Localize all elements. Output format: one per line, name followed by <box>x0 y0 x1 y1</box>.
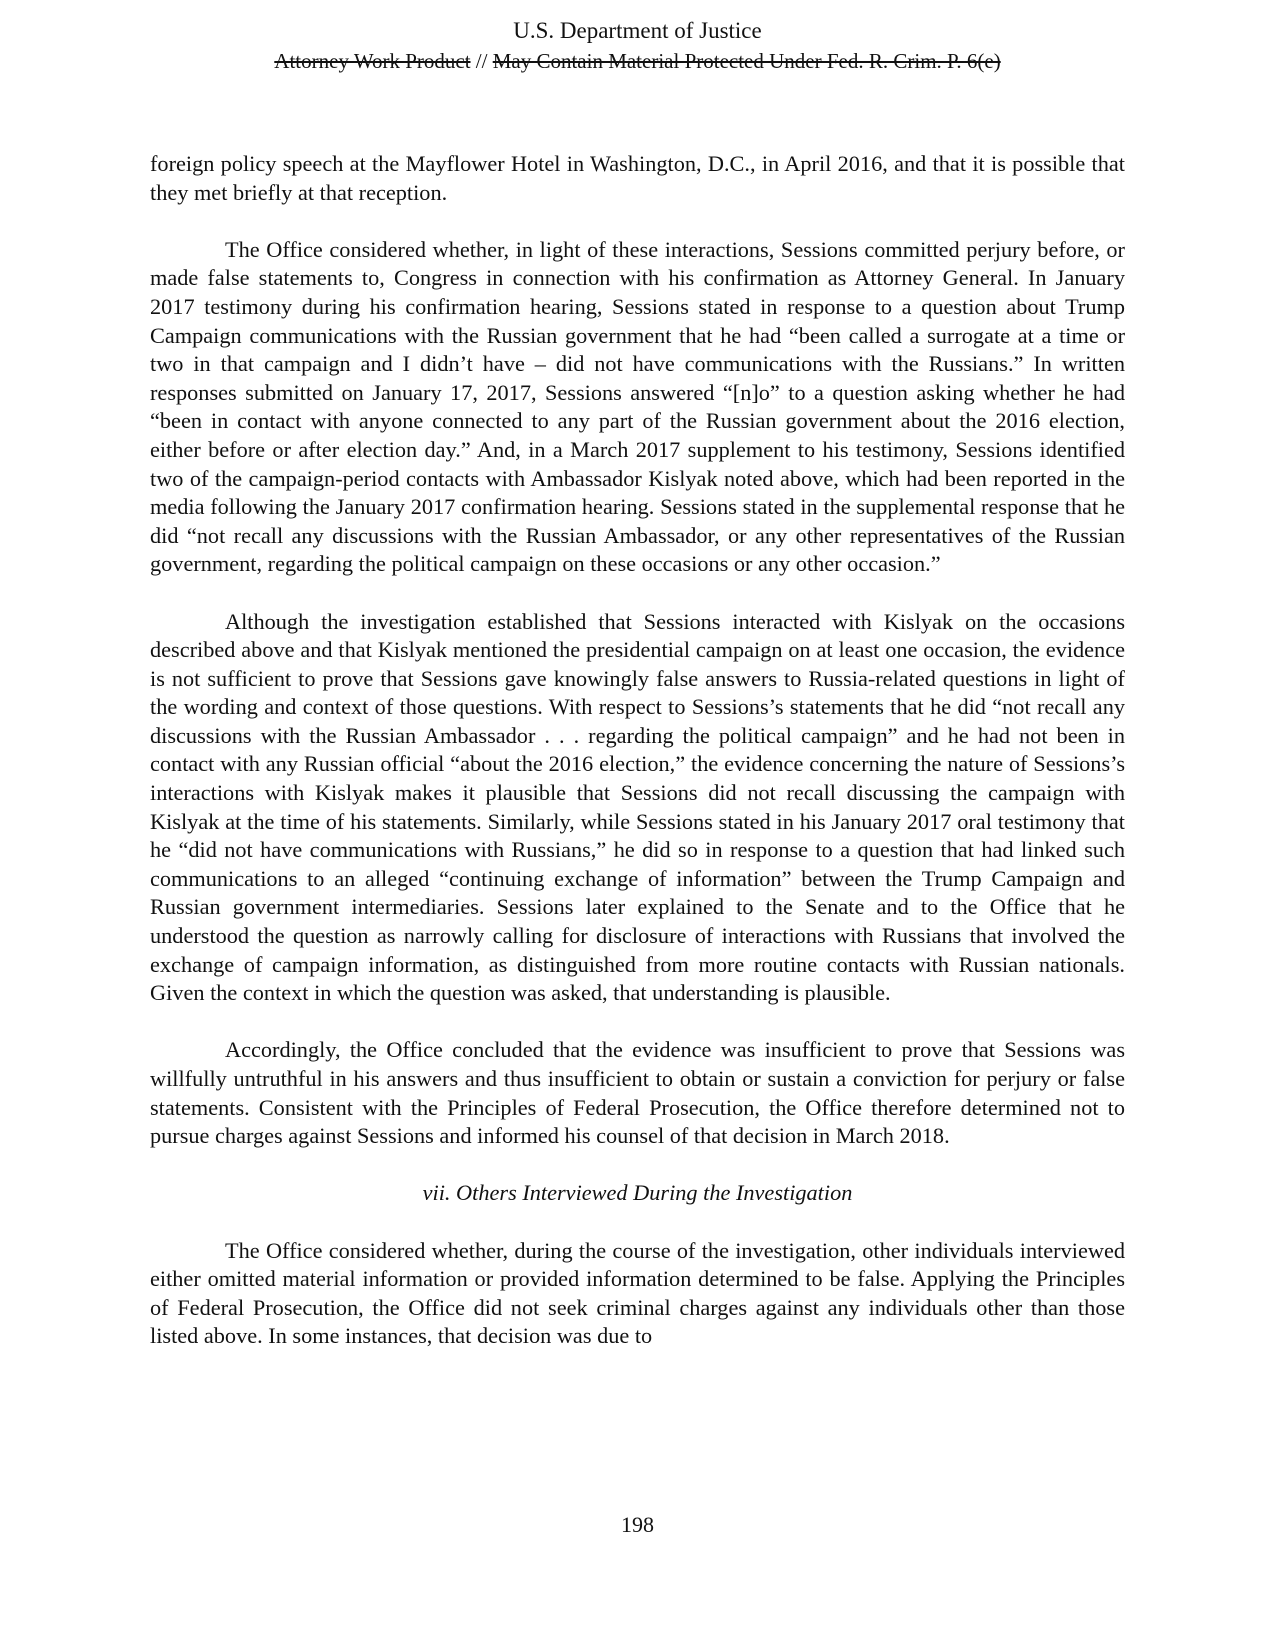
section-subheading: vii. Others Interviewed During the Investigation <box>422 1180 853 1206</box>
marking-separator: // <box>470 49 493 73</box>
page-header <box>0 16 1275 76</box>
marking-grand-jury: May Contain Material Protected Under Fed. R. Crim. P. 6(e) <box>492 49 1001 73</box>
paragraph-continued: foreign policy speech at the Mayflower Hotel in Washington, D.C., in April 2016, and that it is possible that they met briefly at that reception. <box>150 151 1125 205</box>
document-body <box>150 150 1125 1380</box>
classification-marking <box>0 46 1275 76</box>
paragraph-perjury-consideration: The Office considered whether, in light of these interactions, Sessions committed perjury before, or made false statements to, Congress in connection with his confirmation as Attorney General. In January 2017 testimony during his confirmation hearing, Sessions stated in response to a question about Trump Campaign communications with the Russian government that he had “been called a surrogate at a time or two in that campaign and I didn’t have – did not have communications with the Russians.” In written responses submitted on January 17, 2017, Sessions answered “[n]o” to a question asking whether he had “been in contact with anyone connected to any part of the Russian government about the 2016 election, either before or after election day.” And, in a March 2017 supplement to his testimony, Sessions identified two of the campaign-period contacts with Ambassador Kislyak noted above, which had been reported in the media following the January 2017 confirmation hearing. Sessions stated in the supplemental response that he did “not recall any discussions with the Russian Ambassador, or any other representatives of the Russian government, regarding the political campaign on these occasions or any other occasion.” <box>150 236 1125 577</box>
paragraph-evidence-analysis: Although the investigation established that Sessions interacted with Kislyak on the occasions described above and that Kislyak mentioned the presidential campaign on at least one occasion, the evidence is not sufficient to prove that Sessions gave knowingly false answers to Russia-related questions in light of the wording and context of those questions. With respect to Sessions’s statements that he did “not recall any discussions with the Russian Ambassador . . . regarding the political campaign” and he had not been in contact with any Russian official “about the 2016 election,” the evidence concerning the nature of Sessions’s interactions with Kislyak makes it plausible that Sessions did not recall discussing the campaign with Kislyak at the time of his statements. Similarly, while Sessions stated in his January 2017 oral testimony that he “did not have communications with Russians,” he did so in response to a question that had linked such communications to an alleged “continuing exchange of information” between the Trump Campaign and Russian government intermediaries. Sessions later explained to the Senate and to the Office that he understood the question as narrowly calling for disclosure of interactions with Russians that involved the exchange of campaign information, as distinguished from more routine contacts with Russian nationals. Given the context in which the question was asked, that understanding is plausible. <box>150 608 1125 1006</box>
paragraph-conclusion: Accordingly, the Office concluded that the evidence was insufficient to prove that Sessions was willfully untruthful in his answers and thus insufficient to obtain or sustain a conviction for perjury or false statements. Consistent with the Principles of Federal Prosecution, the Office therefore determined not to pursue charges against Sessions and informed his counsel of that decision in March 2018. <box>150 1037 1125 1149</box>
department-title: U.S. Department of Justice <box>513 18 762 43</box>
paragraph-others-interviewed: The Office considered whether, during the course of the investigation, other individuals interviewed either omitted material information or provided information determined to be false. Applying the Principles of Federal Prosecution, the Office did not seek criminal charges against any individuals other than those listed above. In some instances, that decision was due to <box>150 1237 1125 1349</box>
marking-work-product: Attorney Work Product <box>274 49 471 73</box>
page-number: 198 <box>621 1512 654 1537</box>
